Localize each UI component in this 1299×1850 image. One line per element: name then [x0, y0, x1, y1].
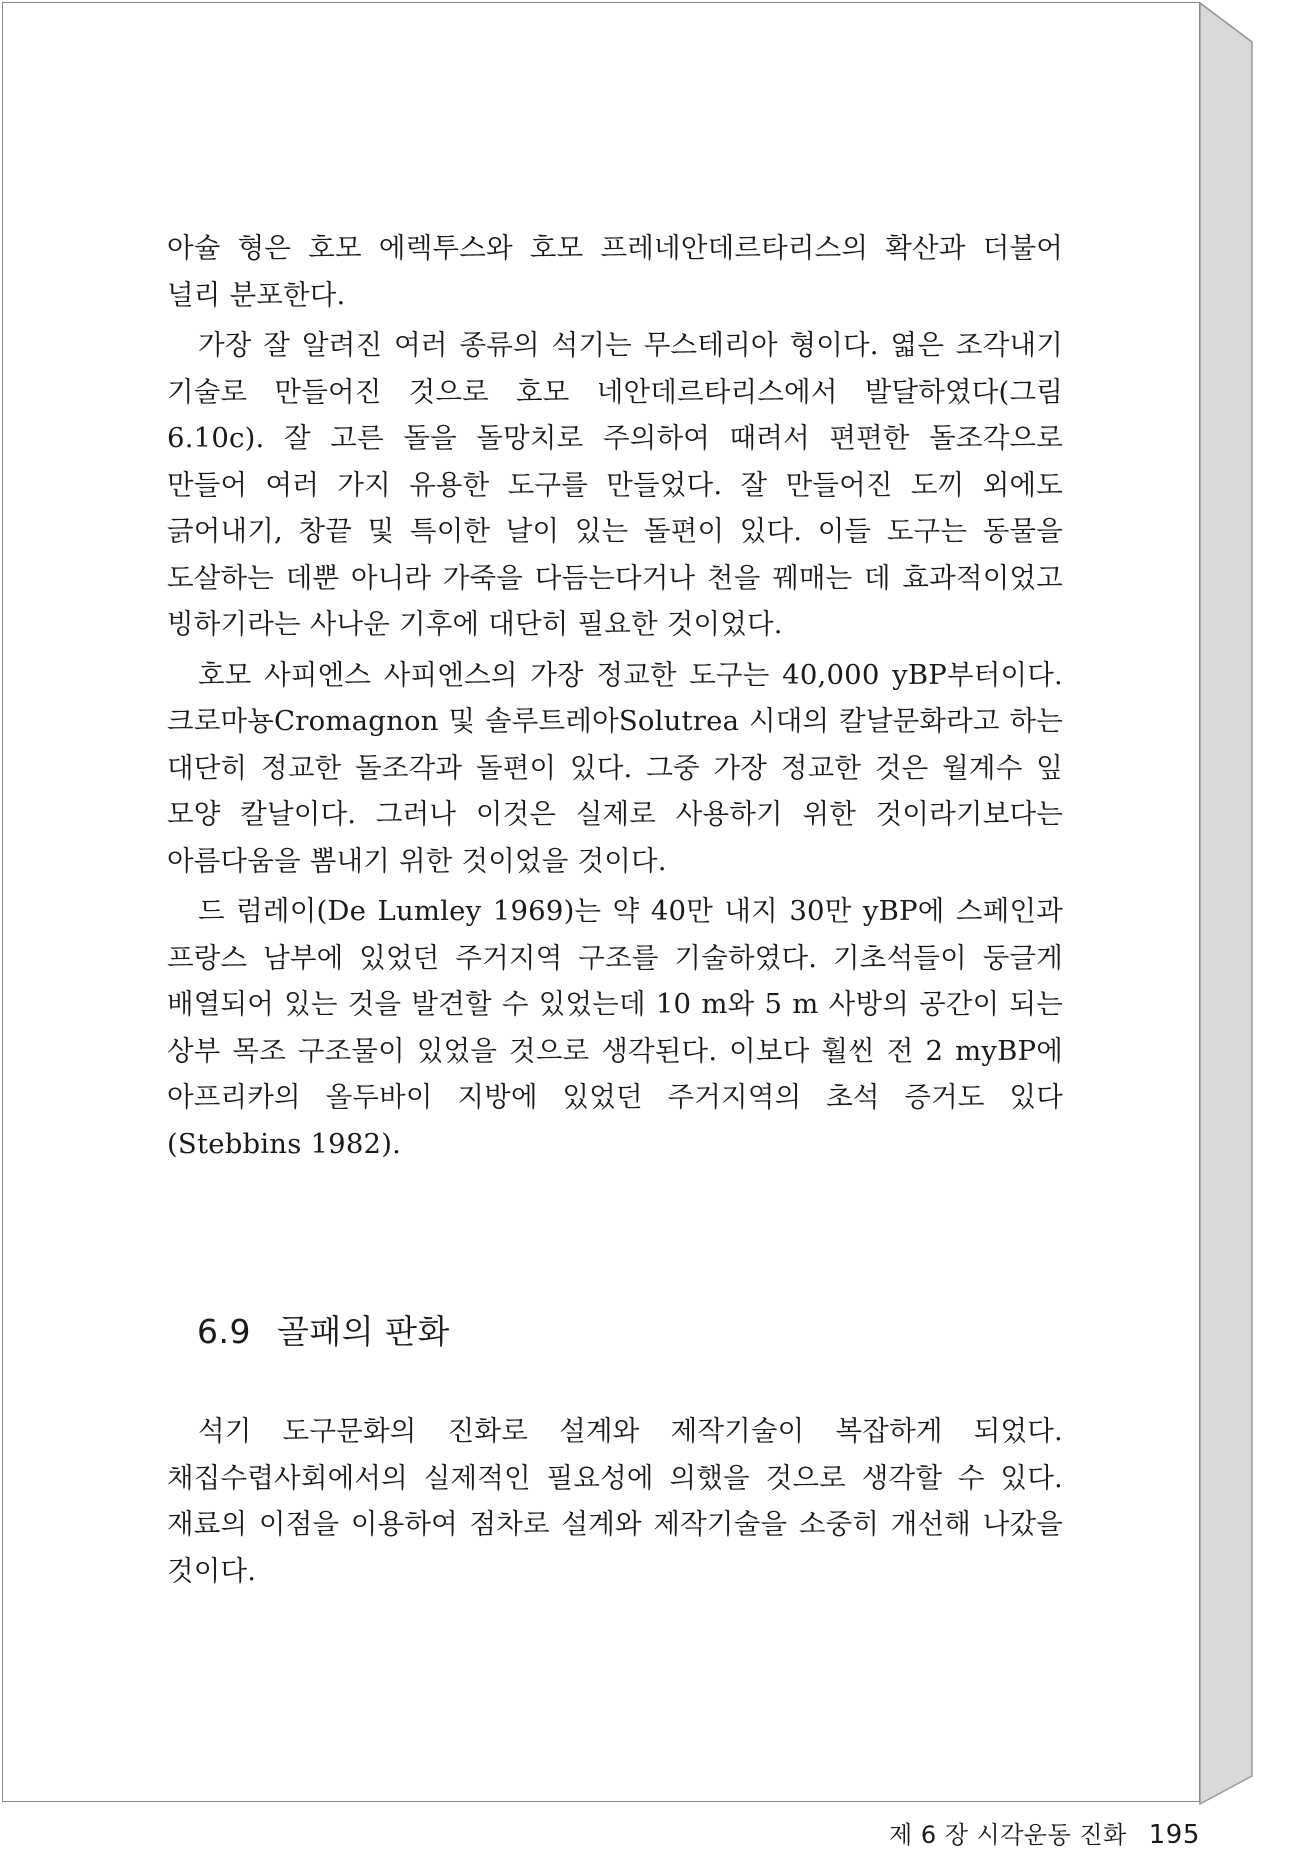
section-title: 골패의 판화: [276, 1312, 450, 1351]
paragraph: 드 럼레이(De Lumley 1969)는 약 40만 내지 30만 yBP에 스페인과 프랑스 남부에 있었던 주거지역 구조를 기술하였다. 기초석들이 둥글게 배열되어 있는 것을 발견할 수 있었는데 10 m와 5 m 사방의 공간이 되는 상부 목조 구조물이 있었을 것으로 생각된다. 이보다 훨씬 전 2 myBP에 아프리카의 올두바이 지방에 있었던 주거지역의 초석 증거도 있다(Stebbins 1982).: [167, 895, 1063, 1160]
paragraph: 가장 잘 알려진 여러 종류의 석기는 무스테리아 형이다. 엷은 조각내기 기술로 만들어진 것으로 호모 네안데르타리스에서 발달하였다(그림 6.10c). 잘 고른 돌을 돌망치로 주의하여 때려서 편편한 돌조각으로 만들어 여러 가지 유용한 도구를 만들었다. 잘 만들어진 도끼 외에도 긁어내기, 창끝 및 특이한 날이 있는 돌편이 있다. 이들 도구는 동물을 도살하는 데뿐 아니라 가죽을 다듬는다거나 천을 꿰매는 데 효과적이었고 빙하기라는 사나운 기후에 대단히 필요한 것이었다.: [167, 329, 1063, 640]
page-content: [167, 225, 1200, 1850]
paragraph: 석기 도구문화의 진화로 설계와 제작기술이 복잡하게 되었다. 채집수렵사회에서의 실제적인 필요성에 의했을 것으로 생각할 수 있다. 재료의 이점을 이용하여 점차로 설계와 제작기술을 소중히 개선해 나갔을 것이다.: [167, 1415, 1063, 1587]
spine-face: [1200, 3, 1252, 1804]
chapter-label: 제 6 장 시각운동 진화: [889, 1821, 1127, 1849]
paragraph: 아슐 형은 호모 에렉투스와 호모 프레네안데르타리스의 확산과 더불어 널리 분포한다.: [167, 232, 1063, 311]
section-number: 6.9: [197, 1312, 251, 1351]
running-footer: [889, 1815, 1200, 1850]
paragraph: 호모 사피엔스 사피엔스의 가장 정교한 도구는 40,000 yBP부터이다. 크로마뇽Cromagnon 및 솔루트레아Solutrea 시대의 칼날문화라고 하는 대단히 정교한 돌조각과 돌편이 있다. 그중 가장 정교한 것은 월계수 잎 모양 칼날이다. 그러나 이것은 실제로 사용하기 위한 것이라기보다는 아름다움을 뽐내기 위한 것이었을 것이다.: [167, 658, 1063, 877]
section-heading: [197, 1306, 450, 1353]
page: [2, 2, 1200, 1850]
page-number: 195: [1148, 1820, 1200, 1850]
section-body: [167, 1408, 1063, 1598]
